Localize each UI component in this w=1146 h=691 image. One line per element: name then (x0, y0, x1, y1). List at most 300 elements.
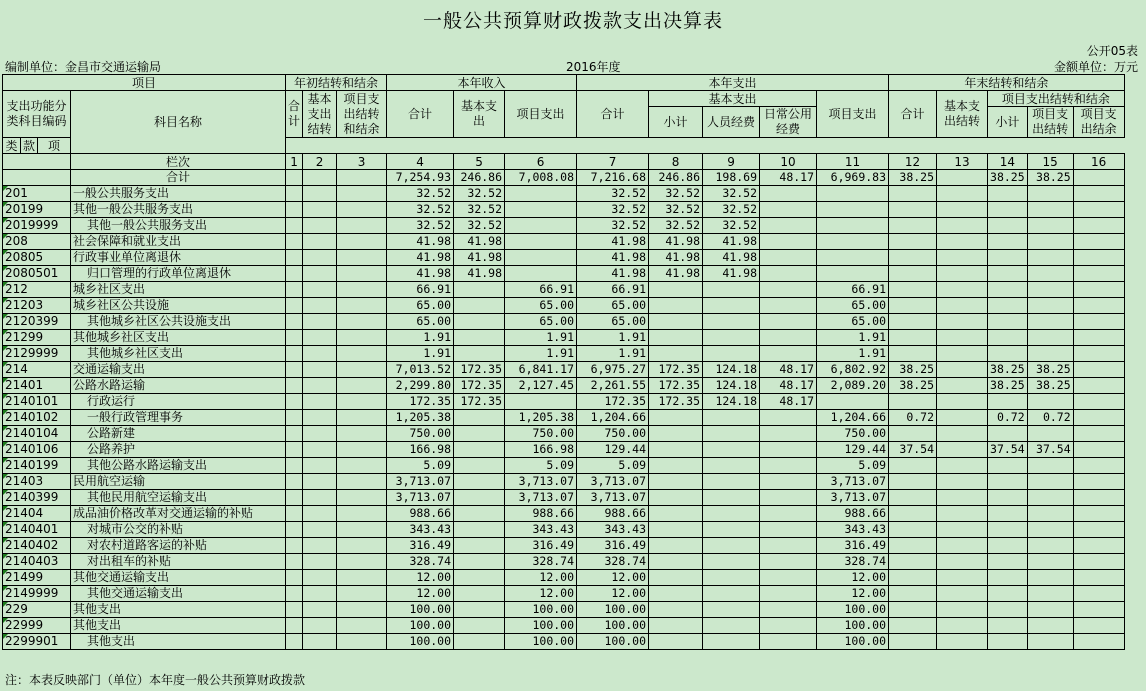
row-value (286, 314, 303, 330)
row-value: 41.98 (577, 234, 649, 250)
row-value (454, 346, 505, 362)
row-value (937, 570, 988, 586)
row-value: 3,713.07 (505, 490, 577, 506)
row-value (337, 410, 387, 426)
row-value: 7,013.52 (387, 362, 454, 378)
row-value (337, 554, 387, 570)
row-value (286, 266, 303, 282)
row-value (303, 570, 337, 586)
row-value (988, 234, 1028, 250)
row-value (303, 602, 337, 618)
row-value: 172.35 (454, 362, 505, 378)
row-value (337, 522, 387, 538)
row-value (286, 570, 303, 586)
row-value (1073, 394, 1124, 410)
row-value (937, 346, 988, 362)
row-value (649, 634, 703, 650)
row-value (937, 634, 988, 650)
row-value (889, 330, 937, 346)
row-code: 2120399 (3, 314, 71, 330)
row-value (1073, 410, 1124, 426)
page-title: 一般公共预算财政拨款支出决算表 (422, 10, 723, 32)
row-value: 988.66 (387, 506, 454, 522)
row-value (760, 282, 817, 298)
row-value (988, 490, 1028, 506)
row-value: 100.00 (577, 602, 649, 618)
row-name: 民用航空运输 (71, 474, 286, 490)
row-value: 172.35 (577, 394, 649, 410)
row-value (337, 266, 387, 282)
row-value (454, 538, 505, 554)
row-name: 对城市公交的补贴 (71, 522, 286, 538)
row-value (286, 442, 303, 458)
row-name: 其他交通运输支出 (71, 570, 286, 586)
column-number-6: 6 (505, 154, 577, 170)
row-value: 5.09 (817, 458, 889, 474)
row-value: 41.98 (703, 250, 760, 266)
row-value: 750.00 (387, 426, 454, 442)
row-value: 124.18 (703, 378, 760, 394)
header-func-code: 支出功能分类科目编码 (3, 91, 71, 138)
row-value: 12.00 (387, 586, 454, 602)
header-expense-basic: 基本支出 (649, 91, 817, 107)
row-value (1073, 586, 1124, 602)
table-row (3, 506, 1125, 522)
row-value: 32.52 (649, 186, 703, 202)
row-value (505, 218, 577, 234)
row-code: 2019999 (3, 218, 71, 234)
row-value: 129.44 (817, 442, 889, 458)
table-row (3, 282, 1125, 298)
row-name: 成品油价格改革对交通运输的补贴 (71, 506, 286, 522)
column-number-10: 10 (760, 154, 817, 170)
header-expense-project: 项目支出 (817, 91, 889, 138)
row-value (337, 426, 387, 442)
row-value (817, 266, 889, 282)
row-value: 32.52 (387, 186, 454, 202)
row-value (703, 554, 760, 570)
row-value (889, 634, 937, 650)
row-value: 5.09 (505, 458, 577, 474)
row-value: 41.98 (649, 266, 703, 282)
row-value (286, 554, 303, 570)
row-value (988, 538, 1028, 554)
table-row (3, 634, 1125, 650)
row-value (454, 618, 505, 634)
row-name: 其他支出 (71, 618, 286, 634)
row-value (1073, 426, 1124, 442)
table-row (3, 314, 1125, 330)
row-value (303, 362, 337, 378)
row-value (1027, 298, 1073, 314)
header-project: 项目 (3, 75, 286, 91)
row-value (649, 554, 703, 570)
row-value (286, 330, 303, 346)
row-value (303, 378, 337, 394)
row-value (286, 586, 303, 602)
row-value (703, 458, 760, 474)
row-name: 行政事业单位离退休 (71, 250, 286, 266)
row-value (1027, 218, 1073, 234)
row-code: 2140402 (3, 538, 71, 554)
row-value (988, 250, 1028, 266)
row-value (937, 282, 988, 298)
row-value: 1,205.38 (505, 410, 577, 426)
table-row (3, 186, 1125, 202)
row-value: 1.91 (387, 346, 454, 362)
row-value: 100.00 (505, 634, 577, 650)
row-value (649, 426, 703, 442)
row-value (286, 346, 303, 362)
header-kuan: 款 (21, 138, 38, 154)
row-value (760, 586, 817, 602)
row-value (703, 330, 760, 346)
row-value (303, 282, 337, 298)
total-cell: 6,969.83 (817, 170, 889, 186)
table-row (3, 394, 1125, 410)
row-value (286, 298, 303, 314)
row-value: 41.98 (577, 266, 649, 282)
row-value: 100.00 (505, 602, 577, 618)
row-value (649, 602, 703, 618)
column-number-13: 13 (937, 154, 988, 170)
column-no-label: 栏次 (71, 154, 286, 170)
row-code: 229 (3, 602, 71, 618)
row-value (937, 378, 988, 394)
row-value (988, 618, 1028, 634)
header-xiang: 项 (38, 138, 71, 154)
row-value (1027, 586, 1073, 602)
row-value: 328.74 (577, 554, 649, 570)
row-value (337, 362, 387, 378)
header-expense: 本年支出 (577, 75, 889, 91)
row-value (303, 490, 337, 506)
row-value (286, 602, 303, 618)
column-number-14: 14 (988, 154, 1028, 170)
row-value (889, 538, 937, 554)
row-value (286, 362, 303, 378)
row-value (937, 218, 988, 234)
row-name: 其他民用航空运输支出 (71, 490, 286, 506)
row-name: 一般公共服务支出 (71, 186, 286, 202)
row-value (937, 458, 988, 474)
row-value: 65.00 (577, 314, 649, 330)
row-name: 公路养护 (71, 442, 286, 458)
row-value: 3,713.07 (387, 474, 454, 490)
total-cell: 48.17 (760, 170, 817, 186)
row-value (988, 394, 1028, 410)
row-value (760, 474, 817, 490)
column-number-16: 16 (1073, 154, 1124, 170)
row-value: 41.98 (454, 266, 505, 282)
row-value: 166.98 (387, 442, 454, 458)
row-value: 100.00 (577, 634, 649, 650)
table-row (3, 458, 1125, 474)
header-end-balance: 年末结转和结余 (889, 75, 1125, 91)
column-number-5: 5 (454, 154, 505, 170)
row-value (760, 330, 817, 346)
row-value (649, 298, 703, 314)
row-value (303, 554, 337, 570)
row-value (649, 474, 703, 490)
row-value (454, 330, 505, 346)
row-value: 3,713.07 (577, 490, 649, 506)
row-value (454, 490, 505, 506)
row-value (988, 634, 1028, 650)
row-value: 988.66 (577, 506, 649, 522)
header-begin-balance: 年初结转和结余 (286, 75, 387, 91)
row-value: 129.44 (577, 442, 649, 458)
row-value (889, 426, 937, 442)
total-cell (937, 170, 988, 186)
row-value (703, 506, 760, 522)
row-value: 988.66 (817, 506, 889, 522)
row-value (337, 314, 387, 330)
row-value: 41.98 (649, 234, 703, 250)
row-value: 65.00 (387, 298, 454, 314)
total-cell: 198.69 (703, 170, 760, 186)
row-value (1027, 634, 1073, 650)
row-value (937, 234, 988, 250)
row-value (889, 298, 937, 314)
row-value: 32.52 (454, 218, 505, 234)
table-row (3, 490, 1125, 506)
row-code: 20199 (3, 202, 71, 218)
row-value: 100.00 (577, 618, 649, 634)
row-value: 12.00 (817, 570, 889, 586)
row-value (817, 202, 889, 218)
row-value: 5.09 (577, 458, 649, 474)
row-value: 100.00 (817, 602, 889, 618)
row-value (649, 282, 703, 298)
row-value: 38.25 (1027, 378, 1073, 394)
row-value: 65.00 (817, 298, 889, 314)
row-value (703, 442, 760, 458)
row-value (1027, 346, 1073, 362)
row-value (1073, 602, 1124, 618)
row-value: 12.00 (387, 570, 454, 586)
row-name: 其他交通运输支出 (71, 586, 286, 602)
row-value (1073, 554, 1124, 570)
table-row (3, 586, 1125, 602)
row-value (988, 346, 1028, 362)
row-value (454, 426, 505, 442)
row-value: 100.00 (387, 634, 454, 650)
row-value: 988.66 (505, 506, 577, 522)
row-value (303, 202, 337, 218)
row-value (937, 554, 988, 570)
row-value: 124.18 (703, 394, 760, 410)
row-value (703, 314, 760, 330)
row-value (760, 266, 817, 282)
row-value (760, 506, 817, 522)
row-value (760, 634, 817, 650)
row-value (988, 218, 1028, 234)
row-value (889, 618, 937, 634)
row-value (649, 314, 703, 330)
row-value (337, 618, 387, 634)
row-value: 37.54 (988, 442, 1028, 458)
table-row (3, 234, 1125, 250)
row-value (937, 410, 988, 426)
row-value: 48.17 (760, 362, 817, 378)
header-end-project-group: 项目支出结转和结余 (988, 91, 1125, 107)
row-value (1073, 474, 1124, 490)
row-value (703, 586, 760, 602)
row-value: 172.35 (649, 394, 703, 410)
row-value (303, 330, 337, 346)
row-name: 城乡社区支出 (71, 282, 286, 298)
row-value: 1.91 (577, 330, 649, 346)
row-value: 2,299.80 (387, 378, 454, 394)
row-value: 3,713.07 (577, 474, 649, 490)
row-value (454, 474, 505, 490)
row-value (889, 266, 937, 282)
row-value: 65.00 (387, 314, 454, 330)
row-value (1073, 378, 1124, 394)
row-value (988, 186, 1028, 202)
row-value (889, 234, 937, 250)
header-begin-project: 项目支出结转和结余 (337, 91, 387, 138)
row-value (937, 250, 988, 266)
row-value: 343.43 (505, 522, 577, 538)
header-end-basic: 基本支出结转 (937, 91, 988, 138)
row-value (1073, 570, 1124, 586)
row-value: 38.25 (988, 362, 1028, 378)
year-label: 2016年度 (566, 60, 621, 74)
row-value (303, 506, 337, 522)
table-row (3, 554, 1125, 570)
row-value (337, 250, 387, 266)
row-value (454, 602, 505, 618)
row-value: 32.52 (387, 202, 454, 218)
row-value: 38.25 (889, 378, 937, 394)
row-value (649, 570, 703, 586)
row-name: 公路新建 (71, 426, 286, 442)
row-value: 172.35 (649, 378, 703, 394)
row-value (760, 602, 817, 618)
row-value: 343.43 (577, 522, 649, 538)
table-row (3, 346, 1125, 362)
row-value (1073, 634, 1124, 650)
header-income-project: 项目支出 (505, 91, 577, 138)
row-value (889, 554, 937, 570)
header-lei: 类 (3, 138, 21, 154)
row-value: 5.09 (387, 458, 454, 474)
row-name: 对农村道路客运的补贴 (71, 538, 286, 554)
row-value (286, 618, 303, 634)
row-value: 41.98 (454, 250, 505, 266)
row-value (817, 186, 889, 202)
row-value (889, 186, 937, 202)
row-name: 交通运输支出 (71, 362, 286, 378)
row-value (286, 426, 303, 442)
row-value (1027, 618, 1073, 634)
row-value (889, 458, 937, 474)
row-value (760, 442, 817, 458)
row-value (937, 522, 988, 538)
row-value (1073, 234, 1124, 250)
row-value (1073, 346, 1124, 362)
row-name: 其他支出 (71, 602, 286, 618)
row-value (337, 602, 387, 618)
row-value (1073, 522, 1124, 538)
row-value (1027, 330, 1073, 346)
row-value: 328.74 (387, 554, 454, 570)
row-value: 1.91 (817, 346, 889, 362)
row-code: 21403 (3, 474, 71, 490)
total-cell: 246.86 (454, 170, 505, 186)
row-value (1073, 314, 1124, 330)
row-code: 2140403 (3, 554, 71, 570)
row-value (286, 250, 303, 266)
row-value (337, 474, 387, 490)
row-name: 其他城乡社区支出 (71, 346, 286, 362)
row-value: 65.00 (505, 314, 577, 330)
blank-cell (3, 154, 71, 170)
row-value (988, 314, 1028, 330)
row-value (454, 506, 505, 522)
row-code: 201 (3, 186, 71, 202)
row-value (303, 442, 337, 458)
row-value (889, 570, 937, 586)
column-number-12: 12 (889, 154, 937, 170)
row-value (817, 218, 889, 234)
row-value (454, 586, 505, 602)
row-value: 1,204.66 (577, 410, 649, 426)
row-code: 208 (3, 234, 71, 250)
row-value (760, 250, 817, 266)
row-value (454, 570, 505, 586)
row-value (889, 202, 937, 218)
row-code: 2140401 (3, 522, 71, 538)
table-row (3, 378, 1125, 394)
row-value (937, 442, 988, 458)
row-value: 38.25 (988, 378, 1028, 394)
row-value: 1.91 (387, 330, 454, 346)
row-value (337, 538, 387, 554)
row-value (1027, 458, 1073, 474)
row-value (1073, 250, 1124, 266)
row-code: 2140399 (3, 490, 71, 506)
row-value (649, 506, 703, 522)
row-value (337, 570, 387, 586)
row-value: 3,713.07 (387, 490, 454, 506)
row-name: 归口管理的行政单位离退休 (71, 266, 286, 282)
table-row (3, 250, 1125, 266)
row-value (937, 538, 988, 554)
row-value (937, 186, 988, 202)
row-value (817, 394, 889, 410)
row-value (303, 522, 337, 538)
row-value: 32.52 (387, 218, 454, 234)
row-value (937, 586, 988, 602)
row-name: 对出租车的补贴 (71, 554, 286, 570)
row-value (817, 234, 889, 250)
row-value: 41.98 (454, 234, 505, 250)
row-name: 城乡社区公共设施 (71, 298, 286, 314)
amount-unit-label: 金额单位：万元 (1053, 60, 1138, 74)
table-row (3, 474, 1125, 490)
row-value: 41.98 (649, 250, 703, 266)
row-value: 316.49 (505, 538, 577, 554)
row-value (303, 426, 337, 442)
row-value (937, 314, 988, 330)
row-value (1073, 330, 1124, 346)
row-value: 750.00 (817, 426, 889, 442)
row-value: 48.17 (760, 394, 817, 410)
row-code: 21299 (3, 330, 71, 346)
